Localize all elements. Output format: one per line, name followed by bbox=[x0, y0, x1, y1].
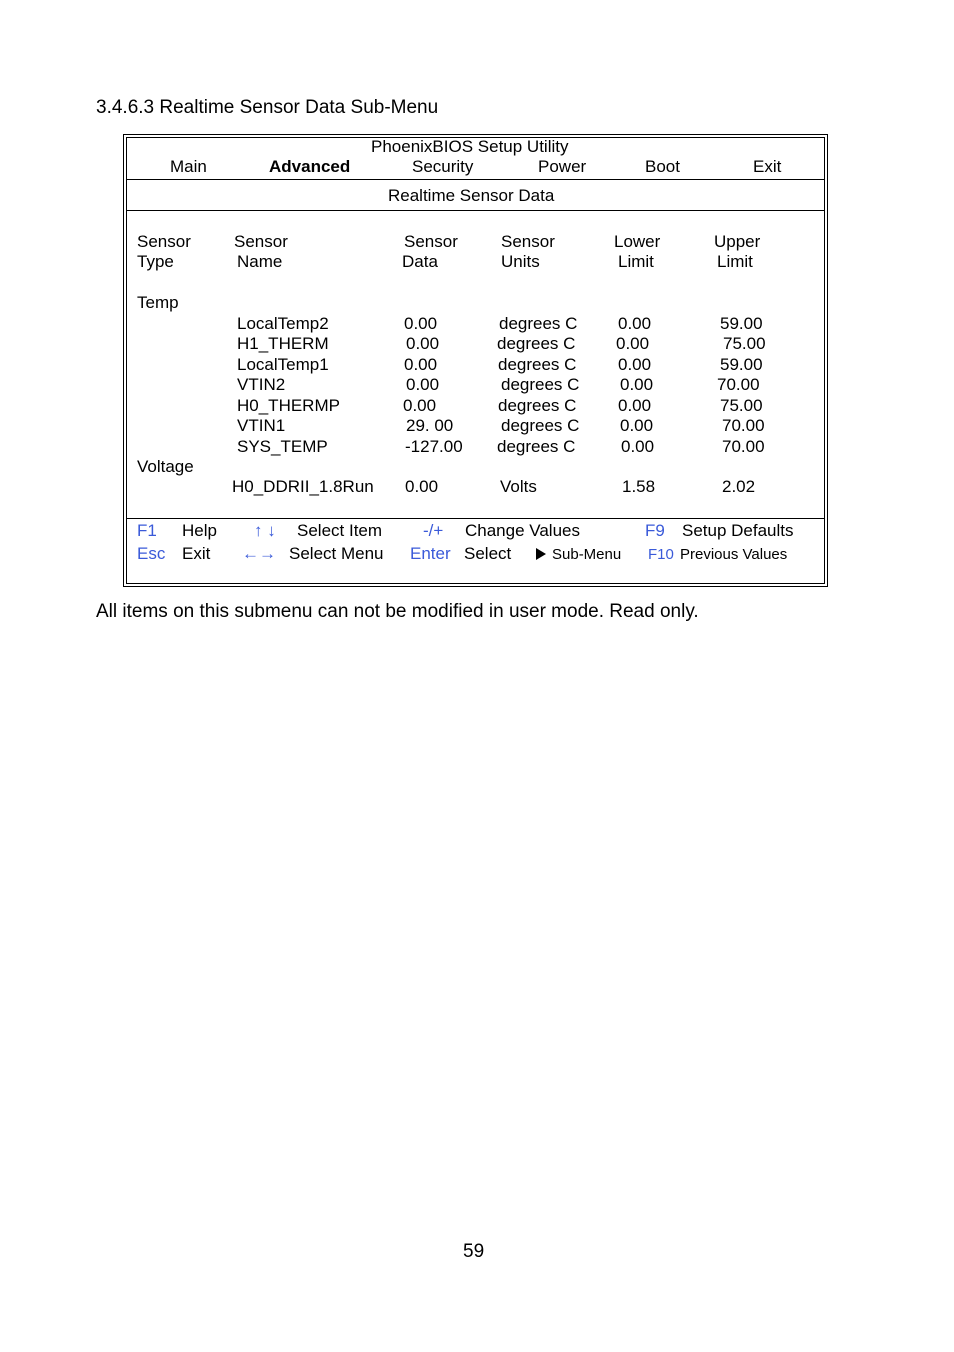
col-units-line1: Sensor bbox=[501, 232, 555, 251]
key-minus-plus: -/+ bbox=[423, 521, 444, 540]
bios-title: PhoenixBIOS Setup Utility bbox=[371, 137, 569, 156]
sensor-upper: 59.00 bbox=[720, 314, 763, 333]
sensor-upper: 2.02 bbox=[722, 477, 756, 496]
menu-advanced[interactable]: Advanced bbox=[269, 157, 351, 176]
sensor-units: degrees C bbox=[501, 416, 580, 435]
sensor-data: 29. 00 bbox=[406, 416, 454, 435]
key-f1: F1 bbox=[137, 521, 157, 540]
sensor-lower: 0.00 bbox=[618, 314, 652, 333]
sensor-lower: 0.00 bbox=[618, 355, 652, 374]
col-type-line2: Type bbox=[137, 252, 174, 271]
sensor-name: SYS_TEMP bbox=[237, 437, 328, 456]
col-lower-line2: Limit bbox=[618, 252, 654, 271]
sensor-upper: 70.00 bbox=[717, 375, 760, 394]
sensor-units: degrees C bbox=[501, 375, 580, 394]
sensor-name: H0_THERMP bbox=[237, 396, 340, 415]
sensor-name: H1_THERM bbox=[237, 334, 329, 353]
sensor-units: degrees C bbox=[497, 437, 576, 456]
menu-divider bbox=[126, 179, 825, 180]
key-enter: Enter bbox=[410, 544, 451, 563]
col-name-line2: Name bbox=[237, 252, 283, 271]
col-data-line2: Data bbox=[402, 252, 438, 271]
sensor-data: 0.00 bbox=[405, 477, 439, 496]
col-data-line1: Sensor bbox=[404, 232, 458, 251]
menu-security[interactable]: Security bbox=[412, 157, 474, 176]
section-title: Realtime Sensor Data bbox=[388, 186, 555, 205]
page-number: 59 bbox=[463, 1241, 485, 1262]
col-lower-line1: Lower bbox=[614, 232, 661, 251]
submenu-legend bbox=[536, 546, 621, 563]
sensor-name: VTIN2 bbox=[237, 375, 286, 394]
sensor-data: -127.00 bbox=[405, 437, 463, 456]
sensor-name: LocalTemp1 bbox=[237, 355, 329, 374]
sensor-data: 0.00 bbox=[406, 334, 440, 353]
arrow-up-down-icon: ↑ ↓ bbox=[254, 521, 276, 540]
footer-divider bbox=[126, 518, 825, 519]
sensor-units: degrees C bbox=[497, 334, 576, 353]
sensor-data: 0.00 bbox=[403, 396, 437, 415]
sensor-lower: 1.58 bbox=[622, 477, 656, 496]
sensor-upper: 70.00 bbox=[722, 437, 765, 456]
key-f9: F9 bbox=[645, 521, 665, 540]
sensor-upper: 70.00 bbox=[722, 416, 765, 435]
key-f9-label: Setup Defaults bbox=[682, 521, 794, 540]
sensor-data: 0.00 bbox=[404, 314, 438, 333]
sensor-lower: 0.00 bbox=[620, 375, 654, 394]
key-updown-label: Select Item bbox=[297, 521, 383, 540]
key-f10-label: Previous Values bbox=[680, 546, 788, 563]
sensor-units: degrees C bbox=[499, 314, 578, 333]
group-voltage-label: Voltage bbox=[137, 457, 194, 476]
sensor-lower: 0.00 bbox=[618, 396, 652, 415]
sensor-name: LocalTemp2 bbox=[237, 314, 329, 333]
col-type-line1: Sensor bbox=[137, 232, 191, 251]
menu-power[interactable]: Power bbox=[538, 157, 587, 176]
sensor-data: 0.00 bbox=[404, 355, 438, 374]
key-f10: F10 bbox=[648, 546, 674, 563]
sensor-upper: 75.00 bbox=[720, 396, 763, 415]
arrow-left-right-icon: ←→ bbox=[242, 544, 276, 563]
sensor-upper: 59.00 bbox=[720, 355, 763, 374]
note-text: All items on this submenu can not be modified in user mode. Read only. bbox=[96, 601, 699, 622]
col-units-line2: Units bbox=[501, 252, 540, 271]
group-temp-label: Temp bbox=[137, 293, 179, 312]
sensor-units: degrees C bbox=[498, 396, 577, 415]
menu-exit[interactable]: Exit bbox=[753, 157, 782, 176]
key-minus-plus-label: Change Values bbox=[465, 521, 580, 540]
submenu-label: Sub-Menu bbox=[552, 546, 622, 563]
sensor-lower: 0.00 bbox=[616, 334, 650, 353]
triangle-right-icon bbox=[536, 548, 546, 560]
sensor-name: VTIN1 bbox=[237, 416, 286, 435]
sensor-units: Volts bbox=[500, 477, 537, 496]
sensor-upper: 75.00 bbox=[723, 334, 766, 353]
key-leftright-label: Select Menu bbox=[289, 544, 384, 563]
sensor-data: 0.00 bbox=[406, 375, 440, 394]
section-heading: 3.4.6.3 Realtime Sensor Data Sub-Menu bbox=[96, 97, 439, 118]
sensor-lower: 0.00 bbox=[621, 437, 655, 456]
col-upper-line1: Upper bbox=[714, 232, 761, 251]
sensor-units: degrees C bbox=[498, 355, 577, 374]
col-upper-line2: Limit bbox=[717, 252, 753, 271]
menu-boot[interactable]: Boot bbox=[645, 157, 680, 176]
key-esc-label: Exit bbox=[182, 544, 211, 563]
menu-main[interactable]: Main bbox=[170, 157, 207, 176]
key-enter-label: Select bbox=[464, 544, 512, 563]
section-divider bbox=[126, 210, 825, 211]
key-esc: Esc bbox=[137, 544, 166, 563]
sensor-name: H0_DDRII_1.8Run bbox=[232, 477, 374, 496]
key-f1-label: Help bbox=[182, 521, 217, 540]
col-name-line1: Sensor bbox=[234, 232, 288, 251]
sensor-lower: 0.00 bbox=[620, 416, 654, 435]
